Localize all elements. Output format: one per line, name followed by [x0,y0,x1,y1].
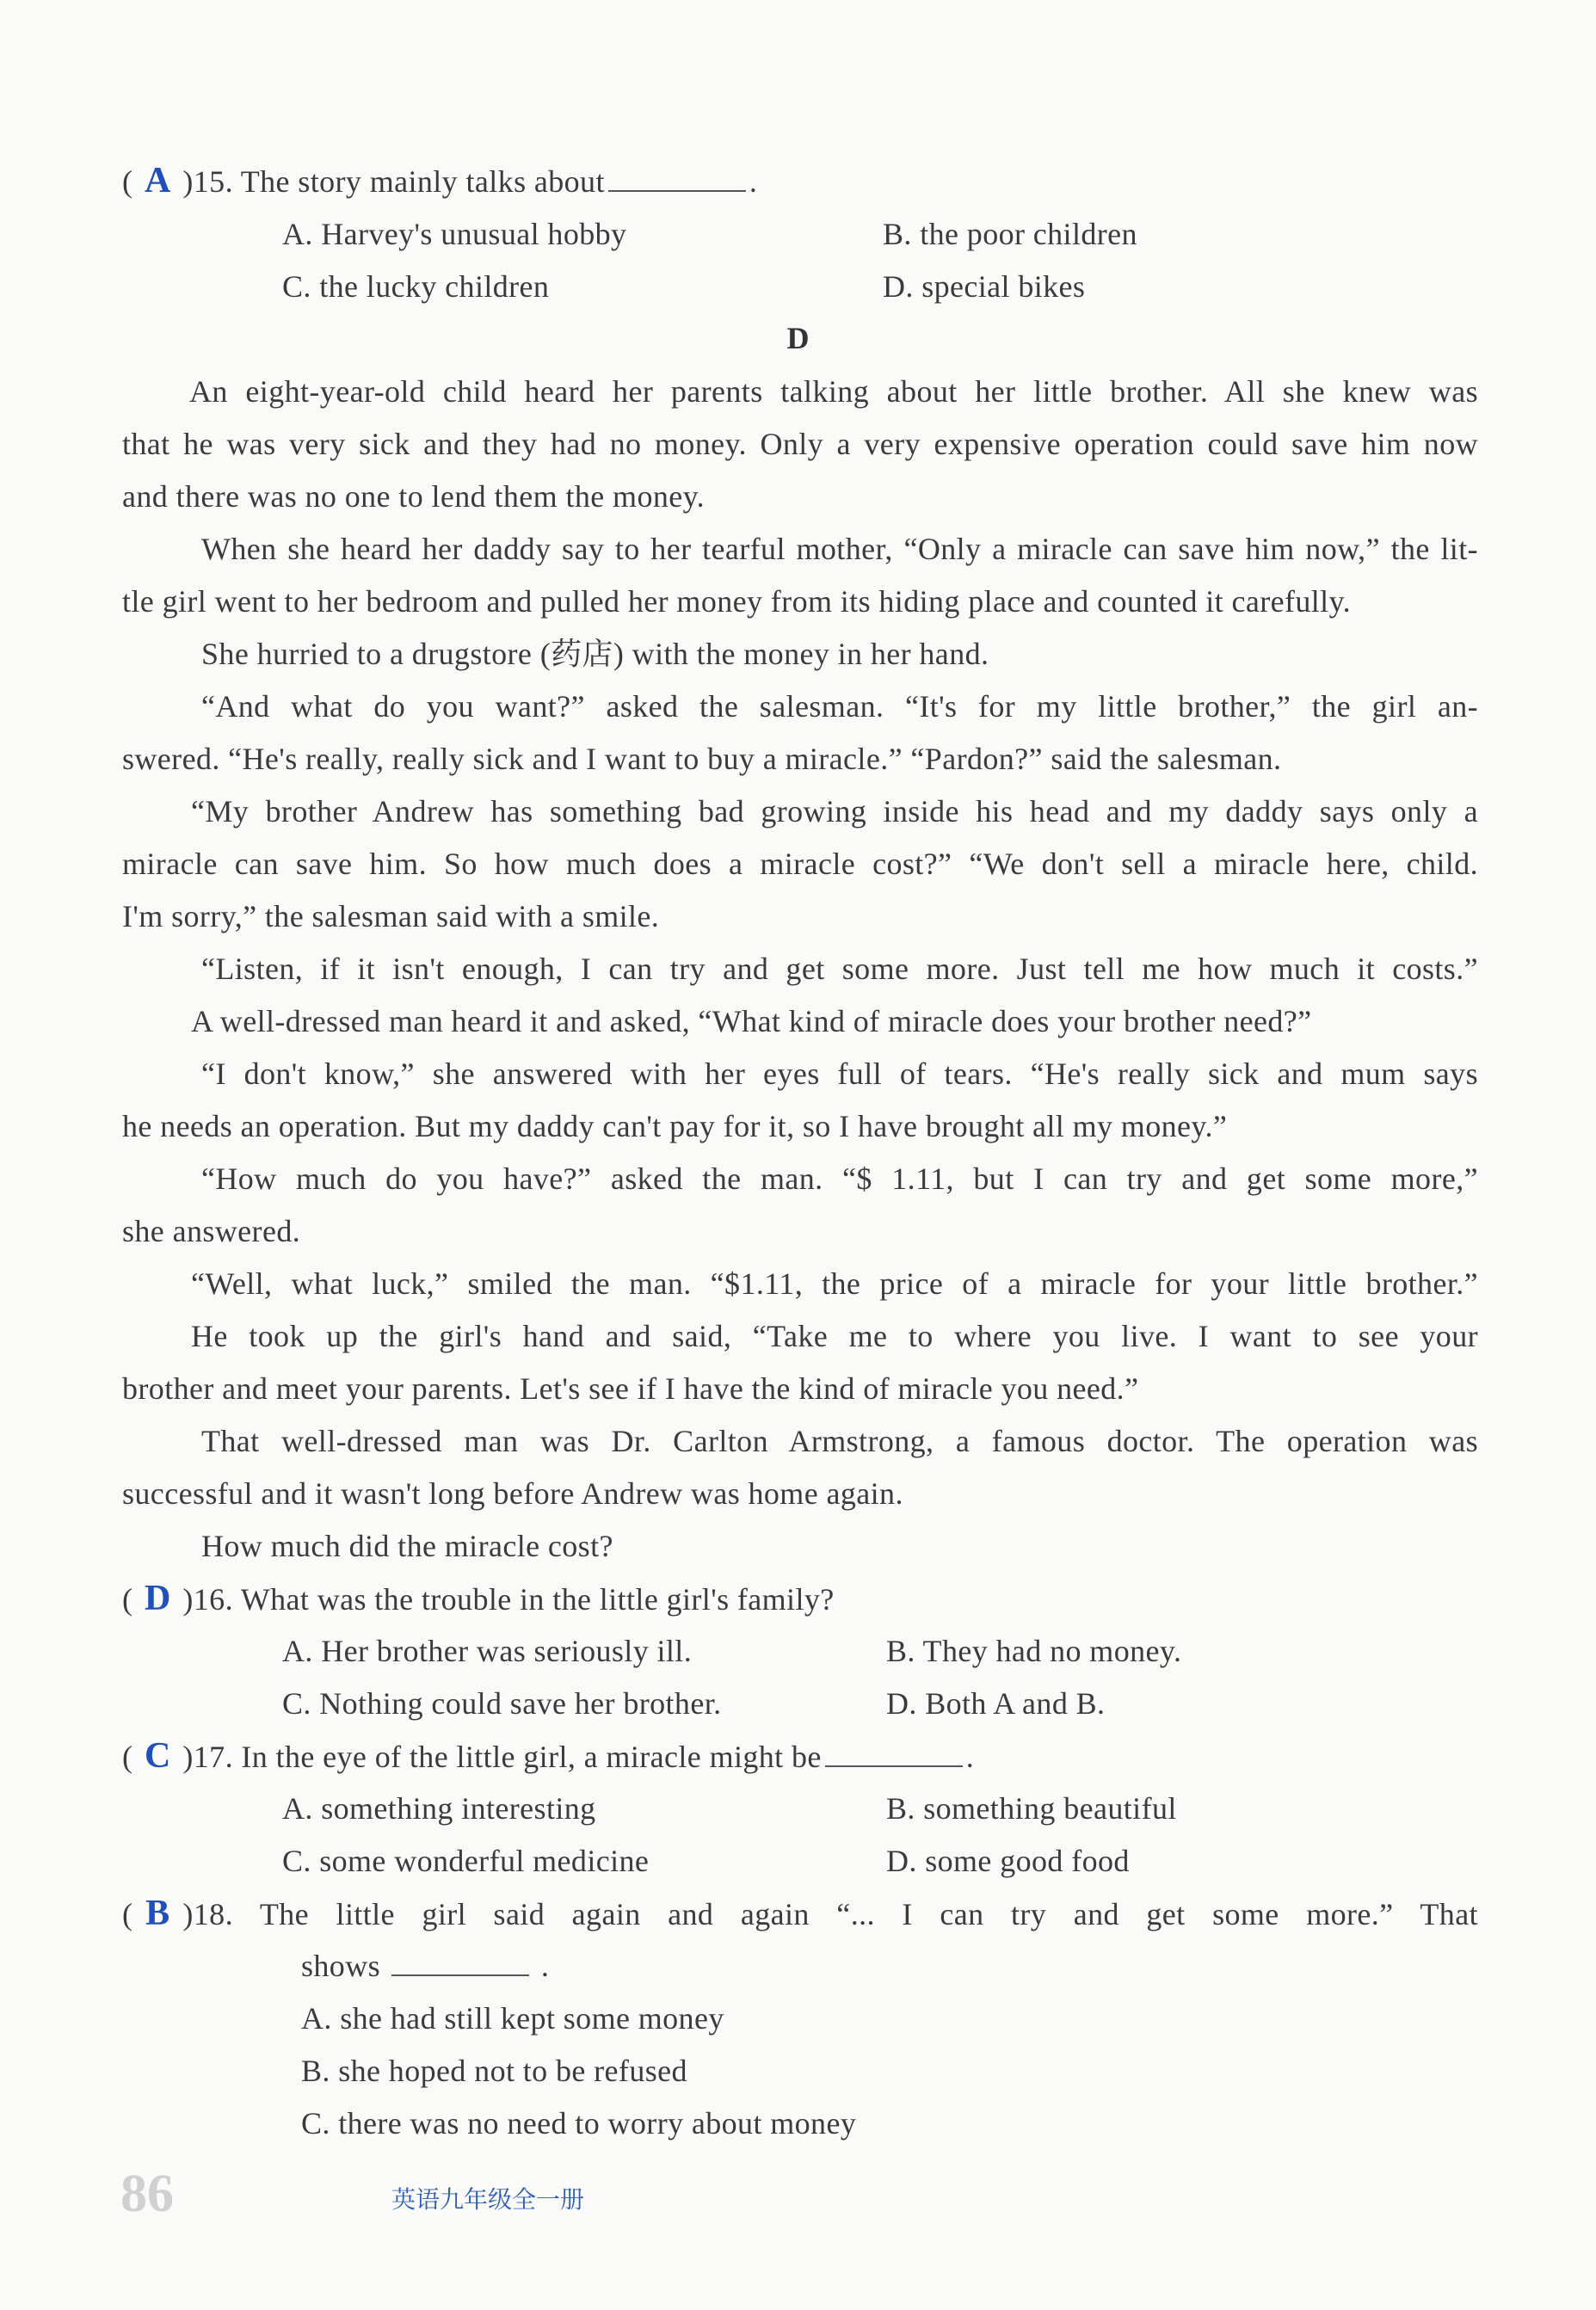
question-16-stem: 16. What was the trouble in the little girl's family? [193,1582,835,1617]
passage-line: that he was very sick and they had no money. Only a very expensive operation could save him now [122,427,1478,461]
question-15-stem: 15. The story mainly talks about [193,164,605,199]
section-title: D [786,321,810,355]
passage-line: “And what do you want?” asked the salesman. “It's for my little brother,” the girl an- [201,689,1478,724]
answer-blank [825,1740,963,1767]
answer-15: A [145,161,171,200]
answer-18: B [145,1894,170,1933]
answer-17: C [145,1736,171,1776]
passage-line: “I don't know,” she answered with her eyes full of tears. “He's really sick and mum says [201,1056,1478,1091]
passage-line: He took up the girl's hand and said, “Take me to where you live. I want to see your [191,1319,1478,1353]
option-15-d: D. special bikes [883,269,1086,304]
passage-line: swered. “He's really, really sick and I want to buy a miracle.” “Pardon?” said the salesman. [122,742,1282,776]
passage-line: she answered. [122,1214,301,1248]
question-18-stem: 18. The little girl said again and again “... I can try and get some more.” That [193,1897,1478,1931]
passage-line: I'm sorry,” the salesman said with a smile. [122,899,660,933]
passage-line: miracle can save him. So how much does a miracle cost?” “We don't sell a miracle here, child. [122,847,1478,881]
option-16-d: D. Both A and B. [886,1686,1106,1721]
question-17-stem: 17. In the eye of the little girl, a miracle might be [193,1740,822,1774]
passage-line: brother and meet your parents. Let's see if I have the kind of miracle you need.” [122,1371,1139,1406]
question-18: ( B ) 18. The little girl said again and again “... I can try and get some more.” That [122,1894,1478,1933]
passage-line: “Listen, if it isn't enough, I can try and get some more. Just tell me how much it costs.” [201,952,1478,986]
option-16-a: A. Her brother was seriously ill. [282,1634,693,1668]
passage-line: successful and it wasn't long before Andrew was home again. [122,1476,903,1511]
option-16-c: C. Nothing could save her brother. [282,1686,722,1721]
passage-line: An eight-year-old child heard her parents talking about her little brother. All she knew was [189,374,1478,409]
passage-line: A well-dressed man heard it and asked, “What kind of miracle does your brother need?” [191,1004,1312,1038]
option-18-c: C. there was no need to worry about money [301,2106,857,2141]
passage-line: How much did the miracle cost? [201,1529,613,1563]
option-17-d: D. some good food [886,1844,1130,1878]
option-15-c: C. the lucky children [282,269,550,304]
question-18-stem-cont: shows . [301,1949,550,1983]
passage-line: “How much do you have?” asked the man. “$ 1.11, but I can try and get some more,” [201,1161,1478,1196]
passage-line: “Well, what luck,” smiled the man. “$1.11, the price of a miracle for your little brother.” [191,1266,1478,1301]
passage-line: tle girl went to her bedroom and pulled her money from its hiding place and counted it carefully. [122,584,1352,619]
passage-line: and there was no one to lend them the money. [122,479,706,514]
option-17-b: B. something beautiful [886,1791,1177,1826]
passage-line: When she heard her daddy say to her tearful mother, “Only a miracle can save him now,” the lit- [201,532,1478,566]
question-15: ( A ) 15. The story mainly talks about . [122,161,758,200]
option-18-a: A. she had still kept some money [301,2001,724,2036]
passage-line: She hurried to a drugstore (药店) with the money in her hand. [201,637,989,671]
page-number: 86 [120,2165,174,2223]
answer-blank [608,164,746,192]
passage-line: That well-dressed man was Dr. Carlton Armstrong, a famous doctor. The operation was [201,1424,1478,1458]
option-17-c: C. some wonderful medicine [282,1844,650,1878]
answer-blank [391,1949,529,1976]
option-15-a: A. Harvey's unusual hobby [282,217,627,251]
question-17: ( C ) 17. In the eye of the little girl, a miracle might be . [122,1736,975,1776]
question-16: ( D ) 16. What was the trouble in the little girl's family? [122,1579,835,1618]
option-18-b: B. she hoped not to be refused [301,2054,687,2088]
option-15-b: B. the poor children [883,217,1137,251]
passage-line: “My brother Andrew has something bad growing inside his head and my daddy says only a [191,794,1478,829]
book-title: 英语九年级全一册 [391,2185,585,2214]
passage-line: he needs an operation. But my daddy can't pay for it, so I have brought all my money.” [122,1109,1228,1143]
answer-16: D [145,1579,171,1618]
option-17-a: A. something interesting [282,1791,596,1826]
option-16-b: B. They had no money. [886,1634,1182,1668]
